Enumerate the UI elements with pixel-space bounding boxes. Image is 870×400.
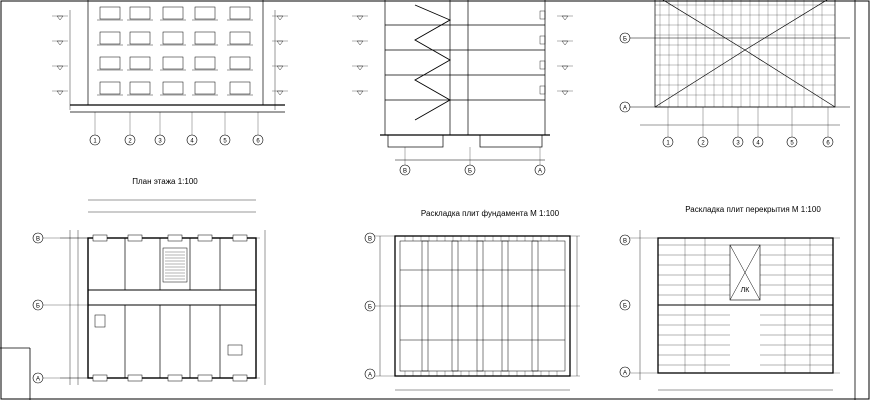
svg-text:2: 2 (701, 140, 705, 147)
svg-text:А: А (367, 372, 373, 379)
level-mark (57, 16, 63, 20)
window (100, 32, 120, 44)
axis-marker-Б (620, 300, 630, 310)
foundation-axis-markers (365, 233, 375, 379)
svg-text:2: 2 (128, 138, 132, 145)
window-mark (168, 235, 182, 241)
svg-text:А: А (537, 168, 543, 175)
svg-text:Б: Б (368, 304, 372, 311)
svg-text:5: 5 (790, 140, 794, 147)
level-mark (277, 41, 283, 45)
svg-text:А: А (622, 105, 628, 112)
svg-text:6: 6 (826, 140, 830, 147)
level-mark (277, 91, 283, 95)
slab-axis-markers (620, 235, 630, 377)
building-section (380, 0, 550, 160)
axis-marker-Б (620, 33, 630, 43)
svg-text:А: А (622, 370, 628, 377)
svg-text:3: 3 (736, 140, 740, 147)
axis-marker-4 (753, 137, 763, 147)
axis-marker-В (33, 233, 43, 243)
window (195, 7, 215, 19)
axis-marker-3 (733, 137, 743, 147)
svg-text:В: В (367, 236, 373, 243)
window-mark (198, 375, 212, 381)
level-mark (277, 16, 283, 20)
axis-marker-А (33, 373, 43, 383)
axis-marker-6 (823, 137, 833, 147)
roof-axis-markers (620, 33, 833, 147)
window (130, 82, 150, 94)
svg-text:Б: Б (468, 168, 472, 175)
level-mark (562, 16, 568, 20)
axis-marker-А (365, 369, 375, 379)
svg-text:3: 3 (158, 138, 162, 145)
axis-marker-В (365, 233, 375, 243)
axis-marker-5 (220, 135, 230, 145)
svg-text:В: В (35, 236, 41, 243)
axis-marker-5 (787, 137, 797, 147)
axis-marker-А (535, 165, 545, 175)
axis-marker-1 (90, 135, 100, 145)
floor-plan (60, 200, 265, 385)
svg-text:В: В (622, 238, 628, 245)
window (230, 32, 250, 44)
window (100, 57, 120, 69)
facade-elevation (70, 0, 285, 112)
svg-text:Б: Б (623, 36, 627, 43)
level-mark (562, 66, 568, 70)
axis-marker-В (620, 235, 630, 245)
section-axis-markers (400, 147, 545, 175)
svg-text:Б: Б (623, 303, 627, 310)
window (163, 82, 183, 94)
window-mark (233, 375, 247, 381)
window (163, 57, 183, 69)
svg-text:5: 5 (223, 138, 227, 145)
foundation-plan (367, 236, 580, 390)
level-mark (277, 66, 283, 70)
svg-text:А: А (35, 376, 41, 383)
floor-slabs-title: Раскладка плит перекрытия М 1:100 (685, 205, 821, 214)
level-mark (562, 91, 568, 95)
roof-plan (630, 0, 850, 125)
window (163, 7, 183, 19)
axis-marker-А (620, 102, 630, 112)
window (195, 57, 215, 69)
floor-plan-title: План этажа 1:100 (132, 177, 198, 186)
level-mark (357, 16, 363, 20)
stair-opening-label: ЛК (740, 287, 750, 294)
axis-marker-2 (125, 135, 135, 145)
level-mark (357, 41, 363, 45)
axis-marker-Б (465, 165, 475, 175)
level-mark (357, 91, 363, 95)
foundation-title: Раскладка плит фундамента М 1:100 (420, 209, 560, 218)
window (100, 7, 120, 19)
axis-marker-6 (253, 135, 263, 145)
svg-text:В: В (402, 168, 408, 175)
level-mark (57, 91, 63, 95)
axis-marker-2 (698, 137, 708, 147)
window-mark (233, 235, 247, 241)
axis-marker-Б (365, 301, 375, 311)
window-mark (128, 375, 142, 381)
window (195, 32, 215, 44)
window-mark (93, 375, 107, 381)
svg-text:1: 1 (666, 140, 670, 147)
svg-text:Б: Б (36, 303, 40, 310)
axis-marker-В (400, 165, 410, 175)
facade-axis-markers (90, 112, 263, 145)
window-mark (198, 235, 212, 241)
window (230, 82, 250, 94)
window (130, 32, 150, 44)
axis-marker-1 (663, 137, 673, 147)
svg-text:4: 4 (190, 138, 194, 145)
window (163, 32, 183, 44)
axis-marker-4 (187, 135, 197, 145)
svg-text:1: 1 (93, 138, 97, 145)
axis-marker-3 (155, 135, 165, 145)
level-mark (357, 66, 363, 70)
window-mark (168, 375, 182, 381)
window (130, 57, 150, 69)
svg-text:6: 6 (256, 138, 260, 145)
level-mark (57, 41, 63, 45)
plan-window-marks (33, 233, 247, 383)
slab-plan (630, 230, 840, 390)
axis-marker-А (620, 367, 630, 377)
level-mark (57, 66, 63, 70)
window (100, 82, 120, 94)
window-mark (93, 235, 107, 241)
window-mark (128, 235, 142, 241)
level-mark (562, 41, 568, 45)
window (230, 7, 250, 19)
window (130, 7, 150, 19)
svg-text:4: 4 (756, 140, 760, 147)
window (195, 82, 215, 94)
window (230, 57, 250, 69)
axis-marker-Б (33, 300, 43, 310)
